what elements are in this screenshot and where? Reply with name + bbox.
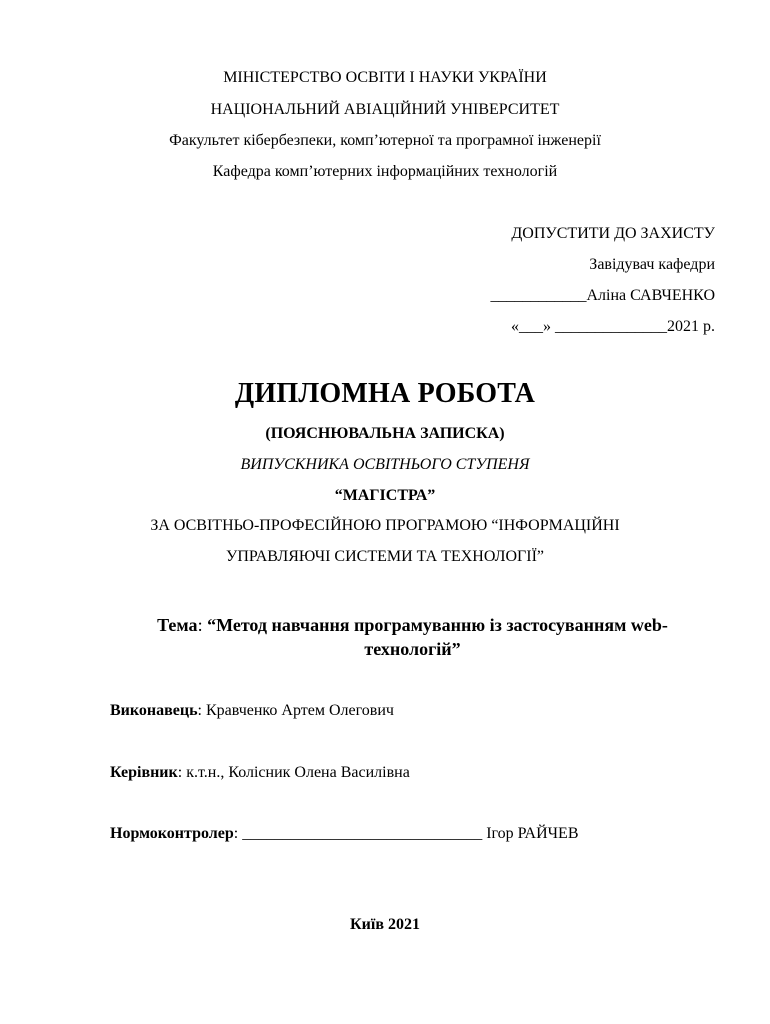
topic-colon: :	[197, 615, 208, 635]
supervisor-label: Керівник	[110, 764, 178, 781]
degree-line: ВИПУСКНИКА ОСВІТНЬОГО СТУПЕНЯ	[240, 456, 530, 473]
normcontrol-value: ______________________________ Ігор РАЙЧЕВ	[242, 825, 579, 842]
faculty-name: Факультет кібербезпеки, комп’ютерної та програмної інженерії	[169, 132, 601, 149]
university-name: НАЦІОНАЛЬНИЙ АВІАЦІЙНИЙ УНІВЕРСИТЕТ	[210, 101, 560, 118]
topic-block	[100, 613, 725, 661]
department-name: Кафедра комп’ютерних інформаційних технологій	[212, 163, 558, 180]
executor-colon: :	[197, 702, 206, 719]
approval-date-line: «___» ______________2021 р.	[511, 318, 715, 335]
document-subtitle: (ПОЯСНЮВАЛЬНА ЗАПИСКА)	[265, 425, 505, 442]
program-line-2: УПРАВЛЯЮЧІ СИСТЕМИ ТА ТЕХНОЛОГІЇ”	[225, 548, 545, 565]
topic-line-1	[100, 613, 725, 637]
topic-text-line-1: “Метод навчання програмуванню із застосуванням web-	[207, 615, 668, 635]
approval-head-signature: ____________Аліна САВЧЕНКО	[490, 287, 715, 304]
executor-value: Кравченко Артем Олегович	[206, 702, 394, 719]
ministry-name: МІНІСТЕРСТВО ОСВІТИ І НАУКИ УКРАЇНИ	[223, 69, 547, 86]
executor-field	[110, 702, 394, 720]
program-line-1: ЗА ОСВІТНЬО-ПРОФЕСІЙНОЮ ПРОГРАМОЮ “ІНФОРМАЦІЙНІ	[150, 517, 620, 534]
approval-title: ДОПУСТИТИ ДО ЗАХИСТУ	[511, 225, 715, 242]
approval-position: Завідувач кафедри	[589, 256, 715, 273]
supervisor-field	[110, 764, 410, 782]
document-title: ДИПЛОМНА РОБОТА	[234, 378, 536, 409]
normcontrol-label: Нормоконтролер	[110, 825, 234, 842]
degree-name: “МАГІСТРА”	[334, 487, 436, 504]
executor-label: Виконавець	[110, 702, 198, 719]
normcontrol-colon: :	[233, 825, 243, 842]
city-year: Київ 2021	[350, 916, 420, 933]
topic-text-line-2: технологій”	[364, 639, 461, 659]
supervisor-value: к.т.н., Колісник Олена Василівна	[186, 764, 410, 781]
normcontrol-field	[110, 825, 578, 843]
topic-label: Тема	[157, 615, 198, 635]
supervisor-colon: :	[177, 764, 187, 781]
